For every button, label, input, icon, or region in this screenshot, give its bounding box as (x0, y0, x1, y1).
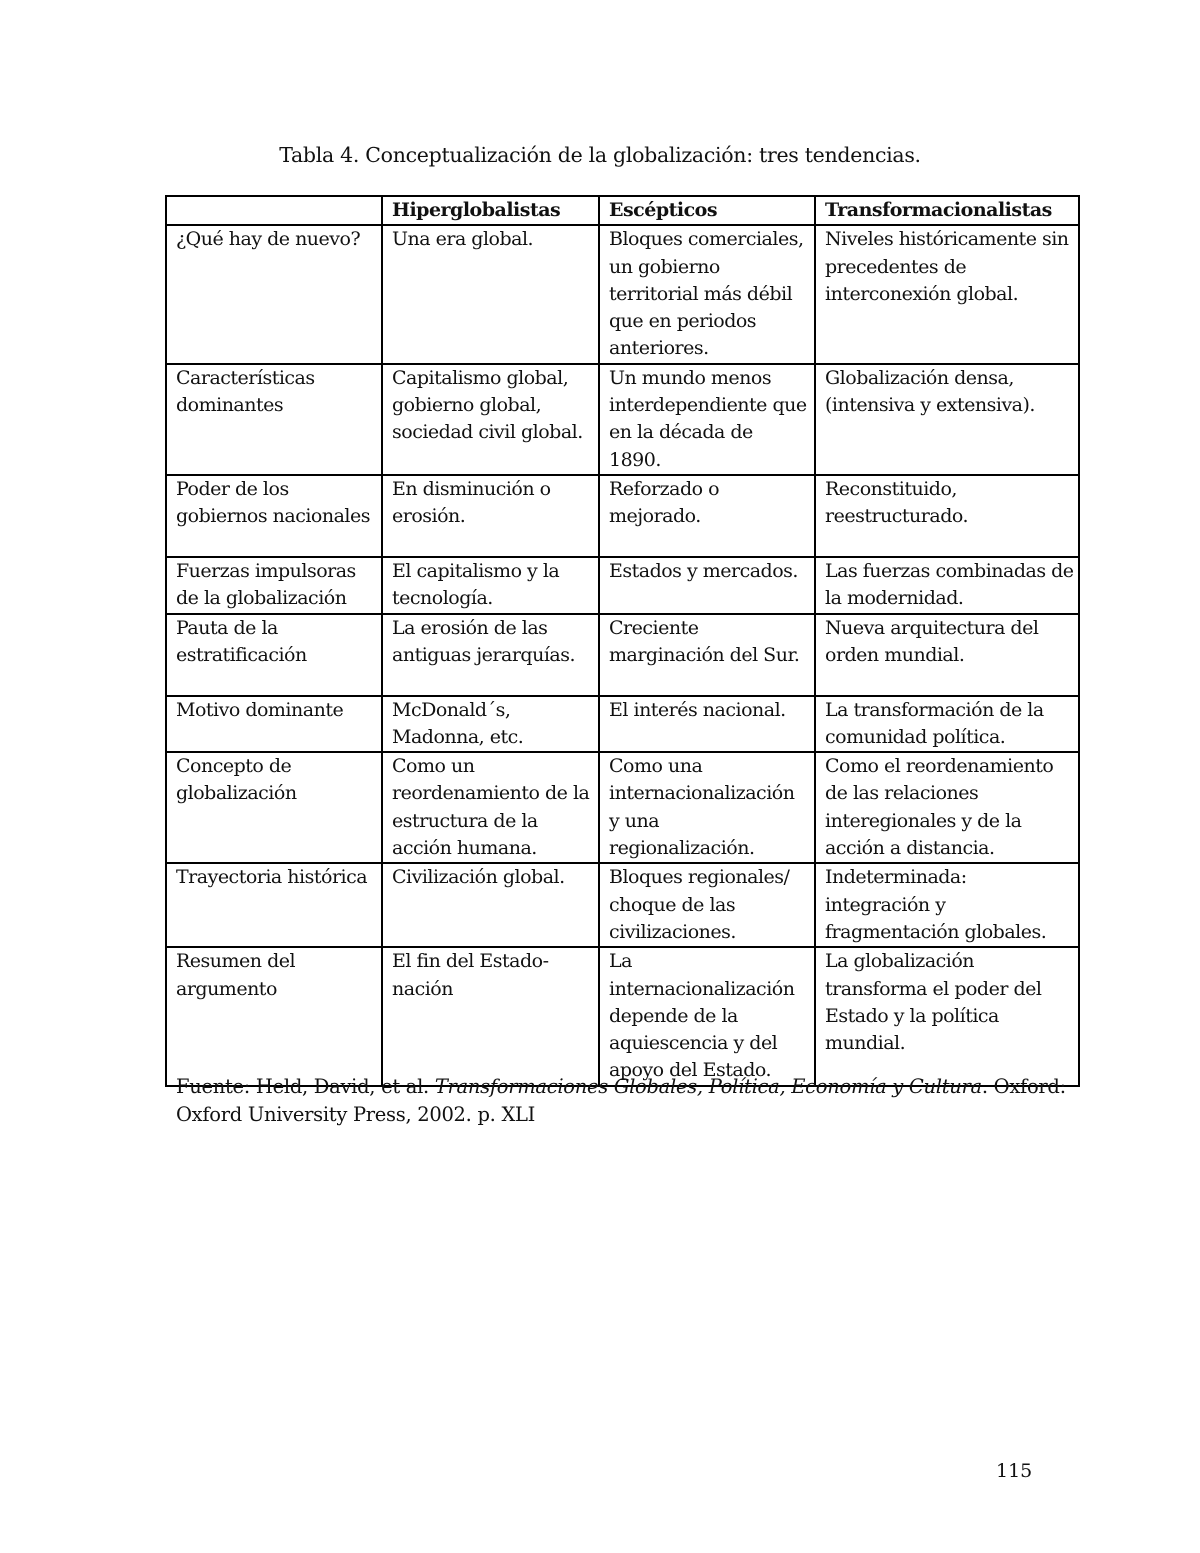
table-cell: Bloques regionales/ choque de las civilizaciones. (599, 863, 815, 947)
table-cell: Las fuerzas combinadas de la modernidad. (815, 557, 1079, 614)
table-cell: Indeterminada: integración y fragmentación globales. (815, 863, 1079, 947)
table-cell: La globalización transforma el poder del Estado y la política mundial. (815, 947, 1079, 1085)
table-row (166, 947, 1079, 1085)
table-cell: En disminución o erosión. (382, 475, 599, 557)
table-cell: Como un reordenamiento de la estructura de la acción humana. (382, 752, 599, 863)
table-cell: Como una internacionalización y una regionalización. (599, 752, 815, 863)
table-header-row (166, 196, 1079, 225)
table-row (166, 364, 1079, 475)
table-cell: Bloques comerciales, un gobierno territorial más débil que en periodos anteriores. (599, 225, 815, 363)
table-cell: Reconstituido, reestructurado. (815, 475, 1079, 557)
table-row (166, 614, 1079, 696)
header-cell-empty (166, 196, 382, 225)
table-cell: El capitalismo y la tecnología. (382, 557, 599, 614)
table-row (166, 557, 1079, 614)
row-label-cell: ¿Qué hay de nuevo? (166, 225, 382, 363)
table-cell: Capitalismo global, gobierno global, sociedad civil global. (382, 364, 599, 475)
source-book-title: Transformaciones Globales, Política, Economía y Cultura (434, 1075, 982, 1098)
row-label-cell: Motivo dominante (166, 696, 382, 753)
table-row (166, 696, 1079, 753)
table-cell: El interés nacional. (599, 696, 815, 753)
row-label-cell: Resumen del argumento (166, 947, 382, 1085)
table-cell: La internacionalización depende de la aquiescencia y del apoyo del Estado. (599, 947, 815, 1085)
row-label-cell: Trayectoria histórica (166, 863, 382, 947)
table-cell: Globalización densa, (intensiva y extensiva). (815, 364, 1079, 475)
row-label-cell: Pauta de la estratificación (166, 614, 382, 696)
header-cell-transformacionalistas: Transformacionalistas (815, 196, 1079, 225)
table-row (166, 863, 1079, 947)
table-cell: Como el reordenamiento de las relaciones interegionales y de la acción a distancia. (815, 752, 1079, 863)
table-cell: Reforzado o mejorado. (599, 475, 815, 557)
table-cell: Nueva arquitectura del orden mundial. (815, 614, 1079, 696)
header-cell-hiperglobalistas: Hiperglobalistas (382, 196, 599, 225)
table-cell: La erosión de las antiguas jerarquías. (382, 614, 599, 696)
table-cell: Creciente marginación del Sur. (599, 614, 815, 696)
table-row (166, 475, 1079, 557)
row-label-cell: Fuerzas impulsoras de la globalización (166, 557, 382, 614)
table-cell: Una era global. (382, 225, 599, 363)
source-citation (176, 1073, 1076, 1128)
table-cell: Civilización global. (382, 863, 599, 947)
row-label-cell: Poder de los gobiernos nacionales (166, 475, 382, 557)
header-cell-escepticos: Escépticos (599, 196, 815, 225)
table-cell: McDonald´s, Madonna, etc. (382, 696, 599, 753)
table-row (166, 752, 1079, 863)
table-cell: Estados y mercados. (599, 557, 815, 614)
row-label-cell: Concepto de globalización (166, 752, 382, 863)
source-suffix: . Oxford: Oxford University Press, 2002. p. XLI (176, 1075, 1066, 1126)
table-cell: El fin del Estado-nación (382, 947, 599, 1085)
table-cell: Un mundo menos interdependiente que en la década de 1890. (599, 364, 815, 475)
globalization-table (165, 195, 1080, 1087)
table-cell: La transformación de la comunidad política. (815, 696, 1079, 753)
page-number: 115 (996, 1460, 1033, 1482)
table-cell: Niveles históricamente sin precedentes de interconexión global. (815, 225, 1079, 363)
table-row (166, 225, 1079, 363)
row-label-cell: Características dominantes (166, 364, 382, 475)
source-prefix: Fuente: Held, David, et al. (176, 1075, 435, 1098)
table-caption: Tabla 4. Conceptualización de la globalización: tres tendencias. (279, 143, 921, 167)
